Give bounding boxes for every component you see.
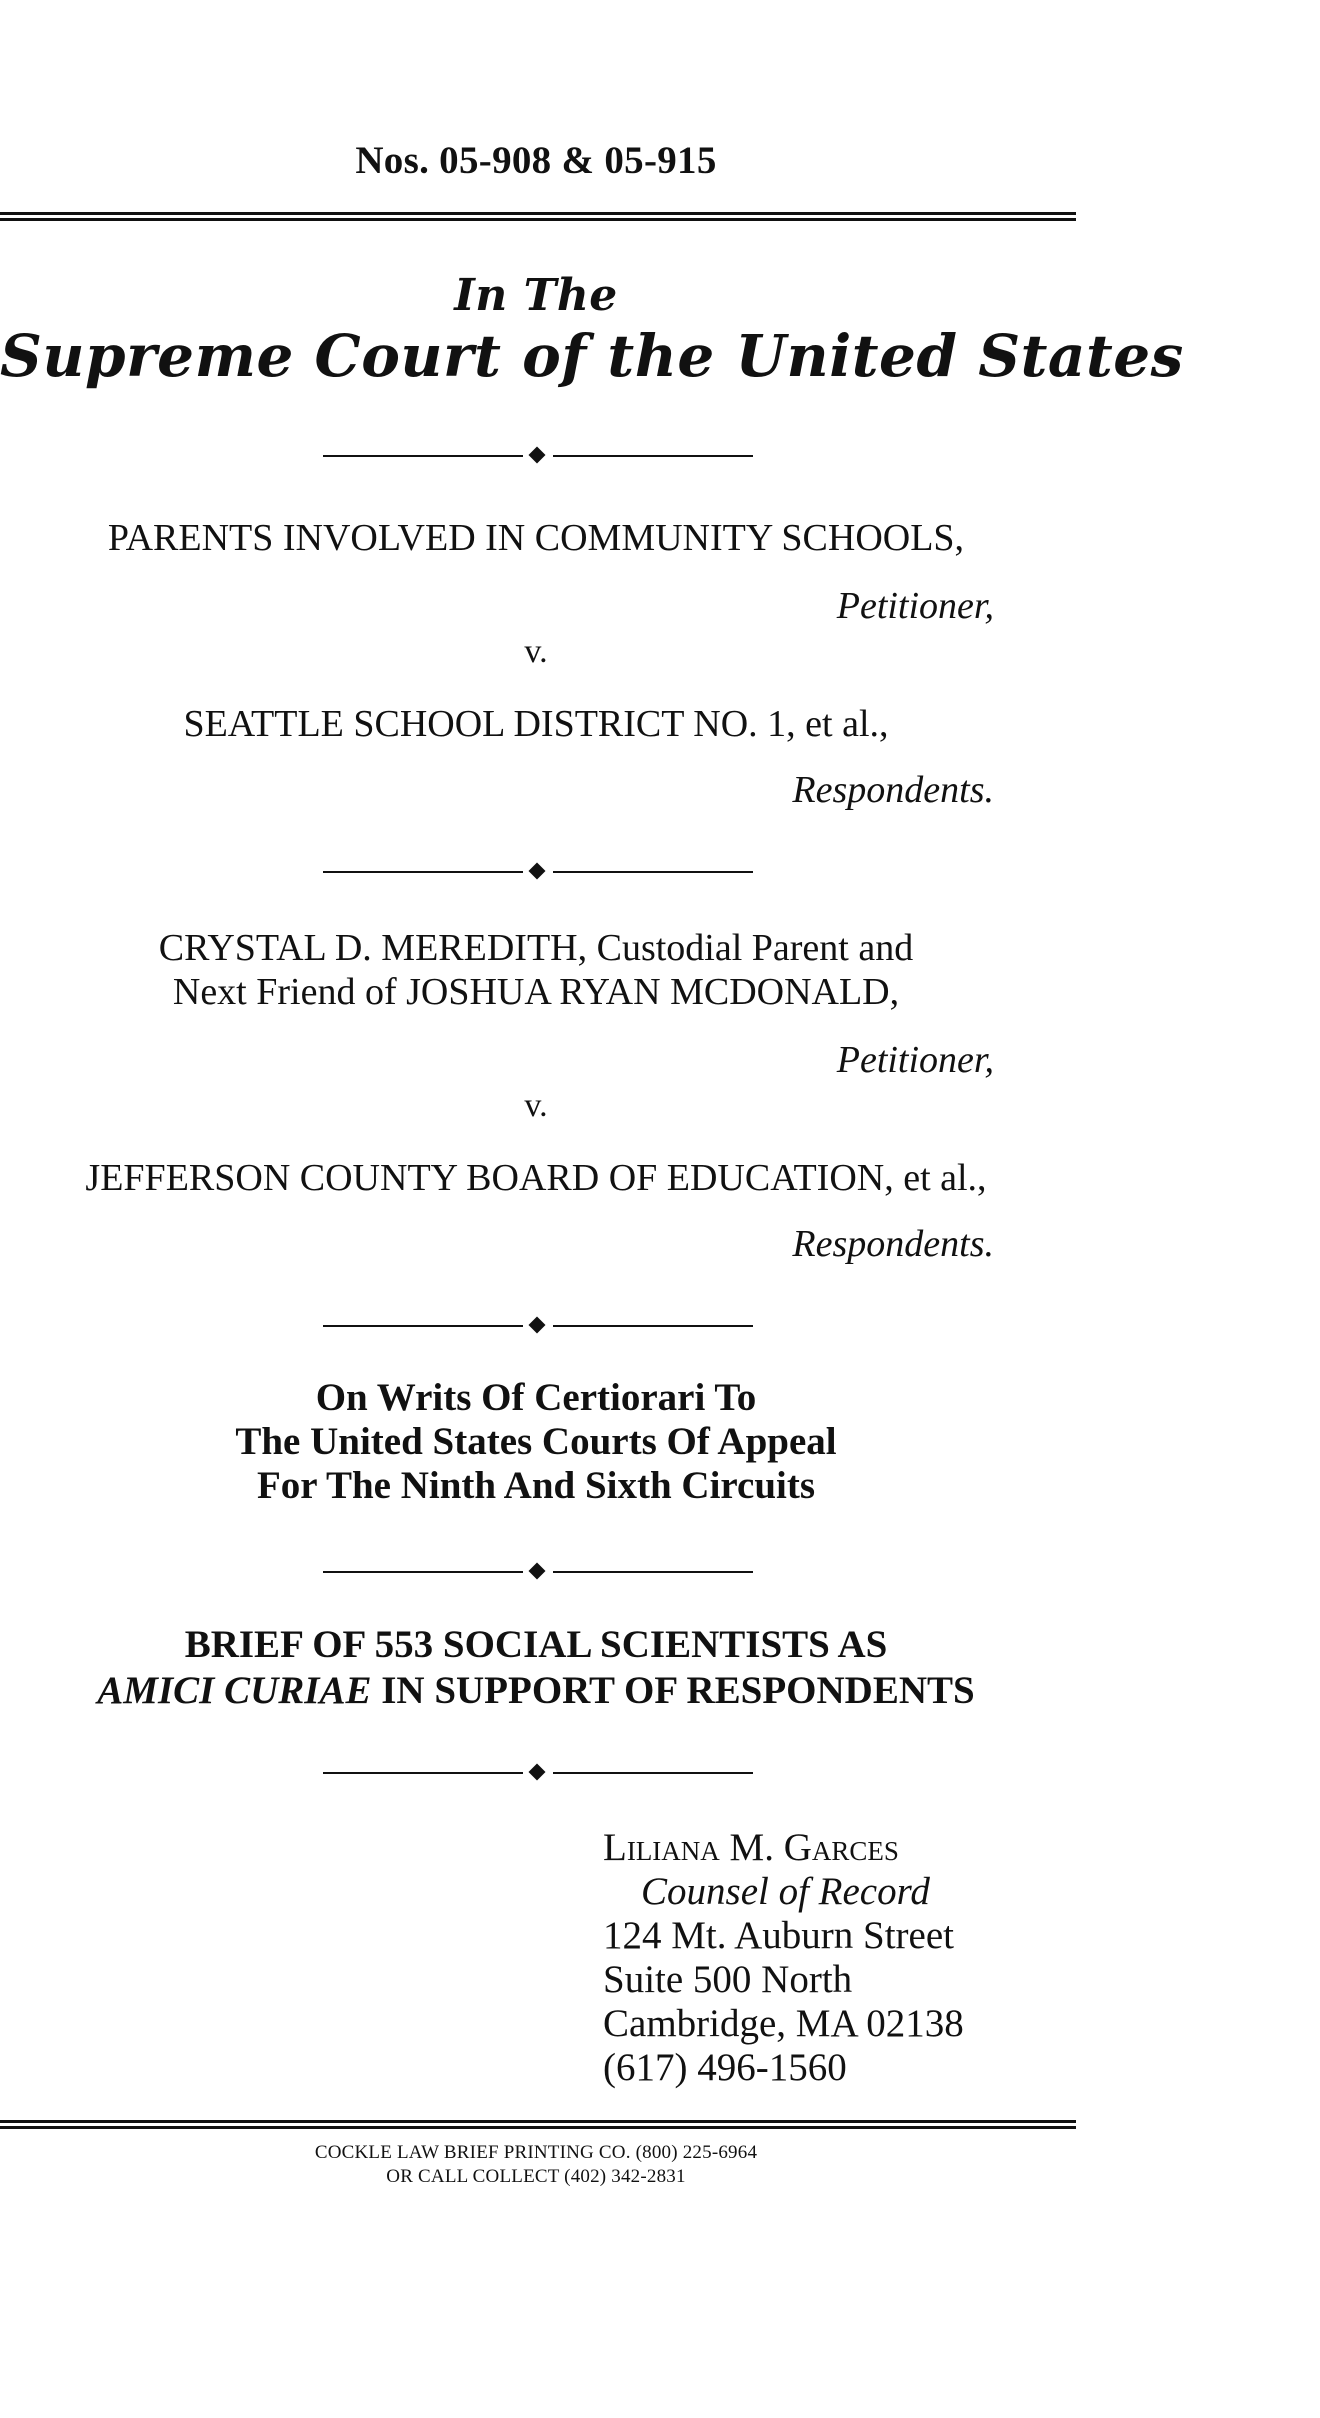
counsel-city: Cambridge, MA 02138: [603, 2002, 964, 2045]
diamond-icon: [529, 1764, 546, 1781]
counsel-block: [603, 1826, 964, 2090]
ornament-divider: [323, 1316, 753, 1336]
top-double-rule: [0, 212, 1076, 221]
counsel-phone: (617) 496-1560: [603, 2046, 847, 2089]
case1-versus: v.: [524, 633, 548, 670]
case2-versus: v.: [524, 1087, 548, 1124]
case1-respondent-role: Respondents.: [792, 769, 994, 811]
docket-numbers: Nos. 05-908 & 05-915: [355, 139, 717, 182]
ornament-divider: [323, 1562, 753, 1582]
counsel-address-line2: Suite 500 North: [603, 1958, 853, 2001]
brief-title: [0, 1622, 1072, 1714]
court-heading-in-the: In The: [454, 270, 618, 321]
printer-line1: COCKLE LAW BRIEF PRINTING CO. (800) 225-6964: [314, 2142, 758, 2163]
amici-curiae-text: AMICI CURIAE: [97, 1669, 372, 1712]
case2-petitioner-role: Petitioner,: [836, 1039, 994, 1081]
counsel-address-line1: 124 Mt. Auburn Street: [603, 1914, 954, 1957]
counsel-name: Liliana M. Garces: [603, 1826, 899, 1869]
printer-imprint: [0, 2141, 1072, 2189]
case2-respondent-name: JEFFERSON COUNTY BOARD OF EDUCATION, et al.,: [85, 1157, 987, 1199]
writs-line1: On Writs Of Certiorari To: [315, 1376, 757, 1419]
diamond-icon: [529, 863, 546, 880]
case2-petitioner-name-line2: Next Friend of JOSHUA RYAN MCDONALD,: [172, 971, 900, 1013]
diamond-icon: [529, 1563, 546, 1580]
bottom-double-rule: [0, 2120, 1076, 2129]
ornament-divider: [323, 862, 753, 882]
writs-line2: The United States Courts Of Appeal: [235, 1420, 837, 1463]
court-name: Supreme Court of the United States: [0, 322, 1184, 390]
counsel-title: Counsel of Record: [641, 1870, 930, 1913]
diamond-icon: [529, 447, 546, 464]
brief-title-line2: [0, 1668, 1072, 1714]
case1-petitioner-role: Petitioner,: [836, 585, 994, 627]
case1-respondent-name: SEATTLE SCHOOL DISTRICT NO. 1, et al.,: [183, 703, 889, 745]
printer-line2: OR CALL COLLECT (402) 342-2831: [386, 2166, 686, 2187]
case1-petitioner-name: PARENTS INVOLVED IN COMMUNITY SCHOOLS,: [107, 517, 965, 559]
case2-petitioner-name-line1: CRYSTAL D. MEREDITH, Custodial Parent and: [158, 927, 914, 969]
writs-line3: For The Ninth And Sixth Circuits: [256, 1464, 816, 1507]
case2-respondent-role: Respondents.: [792, 1223, 994, 1265]
brief-title-line1: BRIEF OF 553 SOCIAL SCIENTISTS AS: [184, 1623, 888, 1666]
ornament-divider: [323, 1763, 753, 1783]
writs-statement: [0, 1376, 1072, 1508]
diamond-icon: [529, 1317, 546, 1334]
brief-title-line2-rest: IN SUPPORT OF RESPONDENTS: [371, 1669, 975, 1712]
ornament-divider: [323, 446, 753, 466]
